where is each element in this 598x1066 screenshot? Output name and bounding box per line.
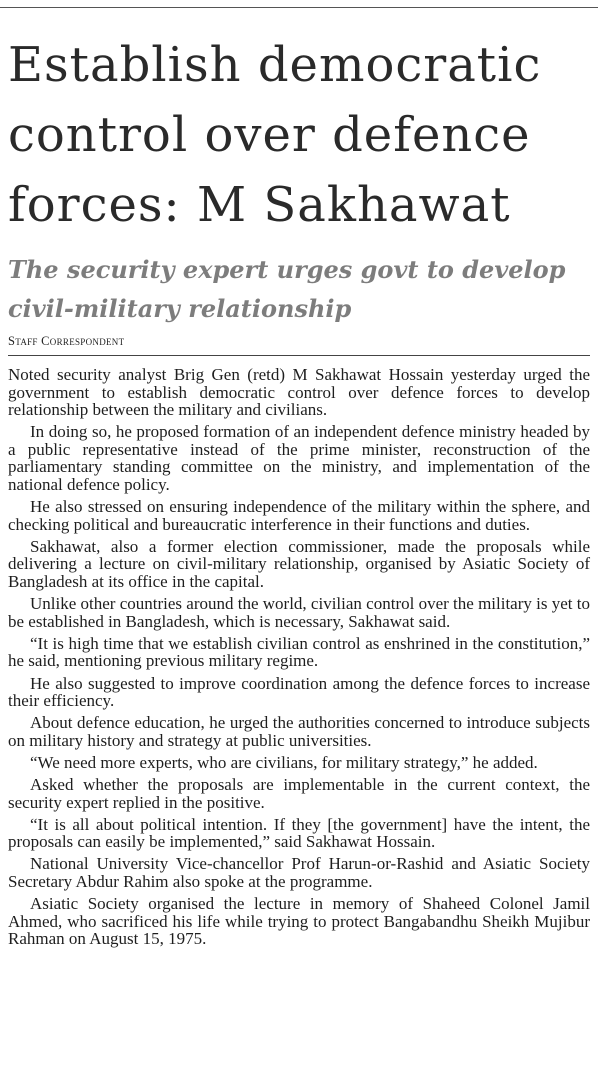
byline: Staff Correspondent — [8, 334, 125, 348]
paragraph: Unlike other countries around the world, civilian control over the military is yet to be established in Bangladesh, which is necessary, Sakhawat said. — [8, 594, 590, 631]
paragraph: In doing so, he proposed formation of an independent defence ministry headed by a public representative instead of the prime minister, reconstruction of the parliamentary standing committee on the ministry, and implementation of the national defence policy. — [8, 422, 590, 495]
paragraph: Asked whether the proposals are implementable in the current context, the security expert replied in the positive. — [8, 774, 590, 812]
paragraph: Noted security analyst Brig Gen (retd) M Sakhawat Hossain yesterday urged the government to establish democratic control over defence forces to develop relationship between the military and civilians. — [8, 365, 590, 420]
paragraph: “It is high time that we establish civilian control as enshrined in the constitution,” he said, mentioning previous military regime. — [8, 633, 590, 671]
paragraph: He also stressed on ensuring independence of the military within the sphere, and checking political and bureaucratic interference in their functions and duties. — [8, 497, 590, 534]
deck-subheadline: The security expert urges govt to develop civil-military relationship — [8, 255, 566, 323]
byline-rule — [8, 355, 590, 356]
top-rule — [0, 7, 598, 8]
paragraph: He also suggested to improve coordination among the defence forces to increase their efficiency. — [8, 673, 590, 711]
paragraph: Sakhawat, also a former election commissioner, made the proposals while delivering a lecture on civil-military relationship, organised by Asiatic Society of Bangladesh at its office in the capital. — [8, 536, 590, 592]
paragraph: National University Vice-chancellor Prof Harun-or-Rashid and Asiatic Society Secretary Abdur Rahim also spoke at the programme. — [8, 854, 590, 891]
headline: Establish democratic control over defence forces: M Sakhawat — [8, 37, 542, 233]
paragraph: About defence education, he urged the authorities concerned to introduce subjects on military history and strategy at public universities. — [8, 713, 590, 750]
paragraph: “It is all about political intention. If they [the government] have the intent, the proposals can easily be implemented,” said Sakhawat Hossain. — [8, 814, 590, 852]
article-body — [8, 366, 590, 952]
paragraph: Asiatic Society organised the lecture in memory of Shaheed Colonel Jamil Ahmed, who sacrificed his life while trying to protect Bangabandhu Sheikh Mujibur Rahman on August 15, 1975. — [8, 894, 590, 949]
paragraph: “We need more experts, who are civilians, for military strategy,” he added. — [30, 752, 538, 772]
